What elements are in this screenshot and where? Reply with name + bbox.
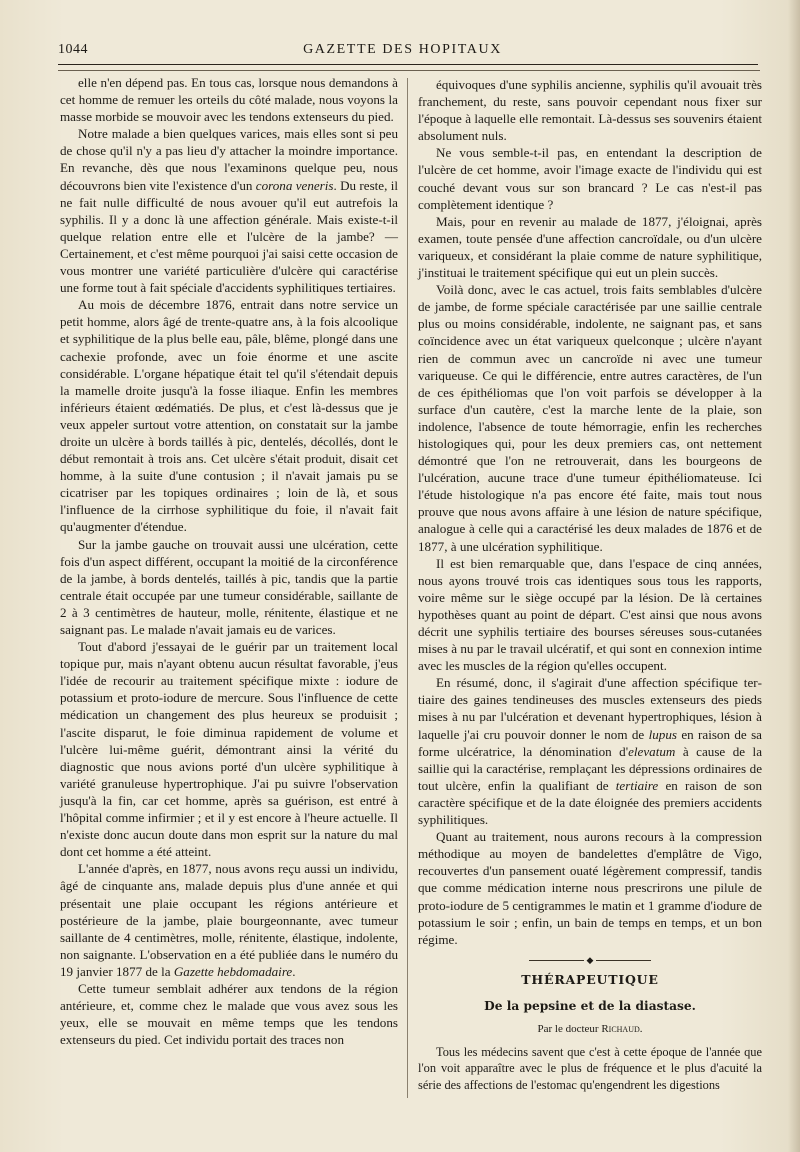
page-edge-shadow [788, 0, 800, 1152]
section-heading: THÉRAPEUTIQUE [521, 971, 659, 987]
byline-author: Richaud. [601, 1022, 643, 1035]
paragraph: elle n'en dépend pas. En tous cas, lorsque nous demandons à cet homme de remuer les orteils du côté malade, nous voyons la masse morbide se mouvoir avec les tendons extenseurs du pied. [60, 75, 398, 125]
separator-ornament: ◆ [586, 954, 594, 965]
right-column-body [418, 76, 762, 948]
header-rule [58, 64, 758, 65]
page-number: 1044 [58, 42, 88, 57]
paragraph: Quant au traitement, nous aurons recours à la compression méthodique au moyen de bandelettes d'emplâtre de Vigo, recouvertes d'un pansement ouaté légèrement compressif, tandis que comme médication interne nous prescrirons une pilule de proto-iodure de 5 centigrammes le matin et 1 gramme d'iodure de potassium le soir ; enfin, un bain de temps en temps, et un bon régime. [418, 829, 762, 947]
column-divider [407, 78, 408, 1098]
paragraph: Tout d'abord j'essayai de le guérir par un traitement local topique pur, mais n'ayant obtenu aucun résultat favorable, j'eus l'idée de recourir au traitement spécifique mixte : iodure de potassium et proto-iodure de mercure. Sous l'influence de cette médication un changement des plus heureux se produisit ; l'ascite disparut, le foie diminua rapidement de volume et l'ulcère lui-même guérit, démontrant ainsi la vérité du diagnostic que nous avions porté d'un ulcère syphilitique à variété granuleuse hypertrophique. J'ai pu suivre l'observation jusqu'à la fin, car cet homme, après sa guérison, est entré à l'hôpital comme infirmier ; et il y est encore à l'heure actuelle. Il n'existe donc aucun doute dans mon esprit sur la nature du mal dont cet homme a été atteint. [60, 639, 398, 860]
paragraph: Il est bien remarquable que, dans l'espace de cinq années, nous ayons trouvé trois cas identiques sous tous les rapports, voire même sur le siège occupé par la lésion. De là certaines hypothèses quant au point de départ. C'est ainsi que nous avons décrit une syphilis tertiaire des bourses séreuses sous-cutanées mises à nu par le travail ulcératif, et qui sont en connexion intime avec les muscles de la région qu'elles occupent. [418, 555, 762, 674]
paragraph: L'année d'après, en 1877, nous avons reçu aussi un individu, âgé de cinquante ans, malade depuis plus d'une année et qui présentait une plaie occupant les régions antérieure et postérieure de la jambe, plaie bourgeonnante, avec tumeur saillante de 4 centimètres, molle, rénitente, élastique, indolente, non saignante. L'observation en a été publiée dans le numéro du 19 janvier 1877 de la Gazette hebdomadaire. [60, 861, 398, 979]
article-body [418, 1044, 762, 1093]
paragraph: Ne vous semble-t-il pas, en entendant la description de l'ulcère de cet homme, avoir l'image exacte de l'individu qui est couché devant vous sur son brancard ? Le cas n'est-il pas complètement identique ? [418, 145, 762, 212]
journal-title: GAZETTE DES HOPITAUX [303, 42, 502, 57]
right-column [418, 76, 762, 1093]
section-separator [418, 956, 762, 965]
article-byline [418, 1021, 762, 1038]
separator-line-right [596, 960, 651, 961]
paragraph: Au mois de décembre 1876, entrait dans notre service un petit homme, alors âgé de trente-quatre ans, à la fois alcoolique et syphilitique de la plus belle eau, pâle, blême, plongé dans une cachexie profonde, avec un foie énorme et une ascite considérable. L'organe hépatique était tel qu'il s'étendait depuis la mamelle droite jusqu'à la fosse iliaque. Enfin les membres inférieurs étaient œdématiés. De plus, et c'est là-dessus que je veux appeler surtout votre attention, on constatait sur la jambe droite un ulcère à bords taillés à pic, dentelés, décollés, dont le début remontait à trois ans. Cet ulcère s'était produit, disait cet homme, à la suite d'une contusion ; il n'avait jamais pu se cicatriser par les topiques ordinaires ; loin de là, et sous l'influence de la cirrhose syphilitique du foie, il n'avait fait qu'augmenter d'étendue. [60, 297, 398, 535]
paragraph: Sur la jambe gauche on trouvait aussi une ulcération, cette fois d'un aspect différent, occupant la moitié de la circonférence de la jambe, à bords dentelés, taillés à pic, tandis que la partie centrale était occupée par une tumeur considérable, saillante de 2 à 3 centimètres de hauteur, molle, rénitente, élastique et ne saignant pas. Le malade n'avait jamais eu de varices. [60, 536, 398, 637]
paragraph: Voilà donc, avec le cas actuel, trois faits semblables d'ulcère de jambe, de forme spéciale caractérisée par une saillie centrale plus ou moins considérable, indolente, ne saignant pas, et sans coïncidence avec un état variqueux quelconque ; ulcère n'ayant rien de commun avec un cancroïde ni avec une tumeur variqueuse. Ce qui le différencie, entre autres caractères, de l'un de ces épithéliomas que l'on voit parfois se développer à la surface d'un cautère, c'est la marche lente de la plaie, son indolence, l'absence de toute hémorragie, enfin les recherches histologiques qui, pour les deux premiers cas, ont nettement démontré que l'on ne retrouverait, dans les bourgeons de l'ulcération, aucune trace d'une tumeur épithéliomateuse. Ici l'étude histologique n'a pas encore été faite, mais tout nous prouve que nous avons affaire à une lésion de nature spécifique, analogue à celle qui a caractérisé les deux malades de 1876 et de 1877, à une ulcération syphilitique. [418, 282, 762, 554]
header-rule-secondary [58, 70, 760, 71]
left-column [60, 74, 398, 1048]
paragraph: Cette tumeur semblait adhérer aux tendons de la région antérieure, et, comme chez le malade que vous avez sous les yeux, elle se mouvait en même temps que les tendons extenseurs du pied. Cet individu portait des traces non [60, 980, 398, 1048]
article-paragraph: Tous les médecins savent que c'est à cette époque de l'année que l'on voit apparaître avec le plus de fréquence et le plus d'acuité la série des affections de l'estomac qu'engendrent les digestions [418, 1045, 762, 1092]
article-title: De la pepsine et de la diastase. [484, 998, 696, 1013]
paragraph: En résumé, donc, il s'agirait d'une affection spécifique tertiaire des gaines tendineuses des muscles extenseurs des pieds mises à nu par l'ulcération et devenant hypertrophiques, lésion à laquelle j'ai cru pouvoir donner le nom de lupus en raison de sa forme ulcératrice, la dénomination d'elevatum à cause de la saillie qui la caractérise, remplaçant les dépressions ordinaires de tout ulcère, enfin la qualifiant de tertiaire en raison de son caractère spécifique et de la date éloignée des premiers accidents syphilitiques. [418, 675, 763, 828]
separator-line-left [529, 960, 584, 961]
page-header [40, 36, 765, 62]
paragraph: équivoques d'une syphilis ancienne, syphilis qu'il avouait très franchement, du reste, sans pouvoir cependant nous fixer sur l'époque à laquelle elle remontait. Là-dessus ses souvenirs étaient absolument nuls. [418, 77, 762, 144]
byline-prefix: Par le docteur [537, 1022, 599, 1035]
paragraph: Notre malade a bien quelques varices, mais elles sont si peu de chose qu'il n'y a pas lieu d'y attacher la moindre importance. En revanche, dès que nous l'examinons quelque peu, nous découvrons bien vite l'existence d'un corona veneris. Du reste, il ne fait nulle difficulté de nous avouer qu'il eut autrefois la syphilis. Il y a donc là une affection générale. Mais existe-t-il quelque relation entre elle et l'ulcère de la jambe? — Certainement, et c'est même pourquoi j'ai saisi cette occasion de vous montrer une variété particulière d'ulcère qui caractérise une forme tout à fait spéciale d'accidents syphilitiques tertiaires. [60, 126, 398, 296]
paragraph: Mais, pour en revenir au malade de 1877, j'éloignai, après examen, toute pensée d'une affection cancroïdale, ou d'un ulcère variqueux, et considérant la plaie comme de nature syphilitique, j'instituai le traitement spécifique qui eut un plein succès. [418, 213, 762, 281]
